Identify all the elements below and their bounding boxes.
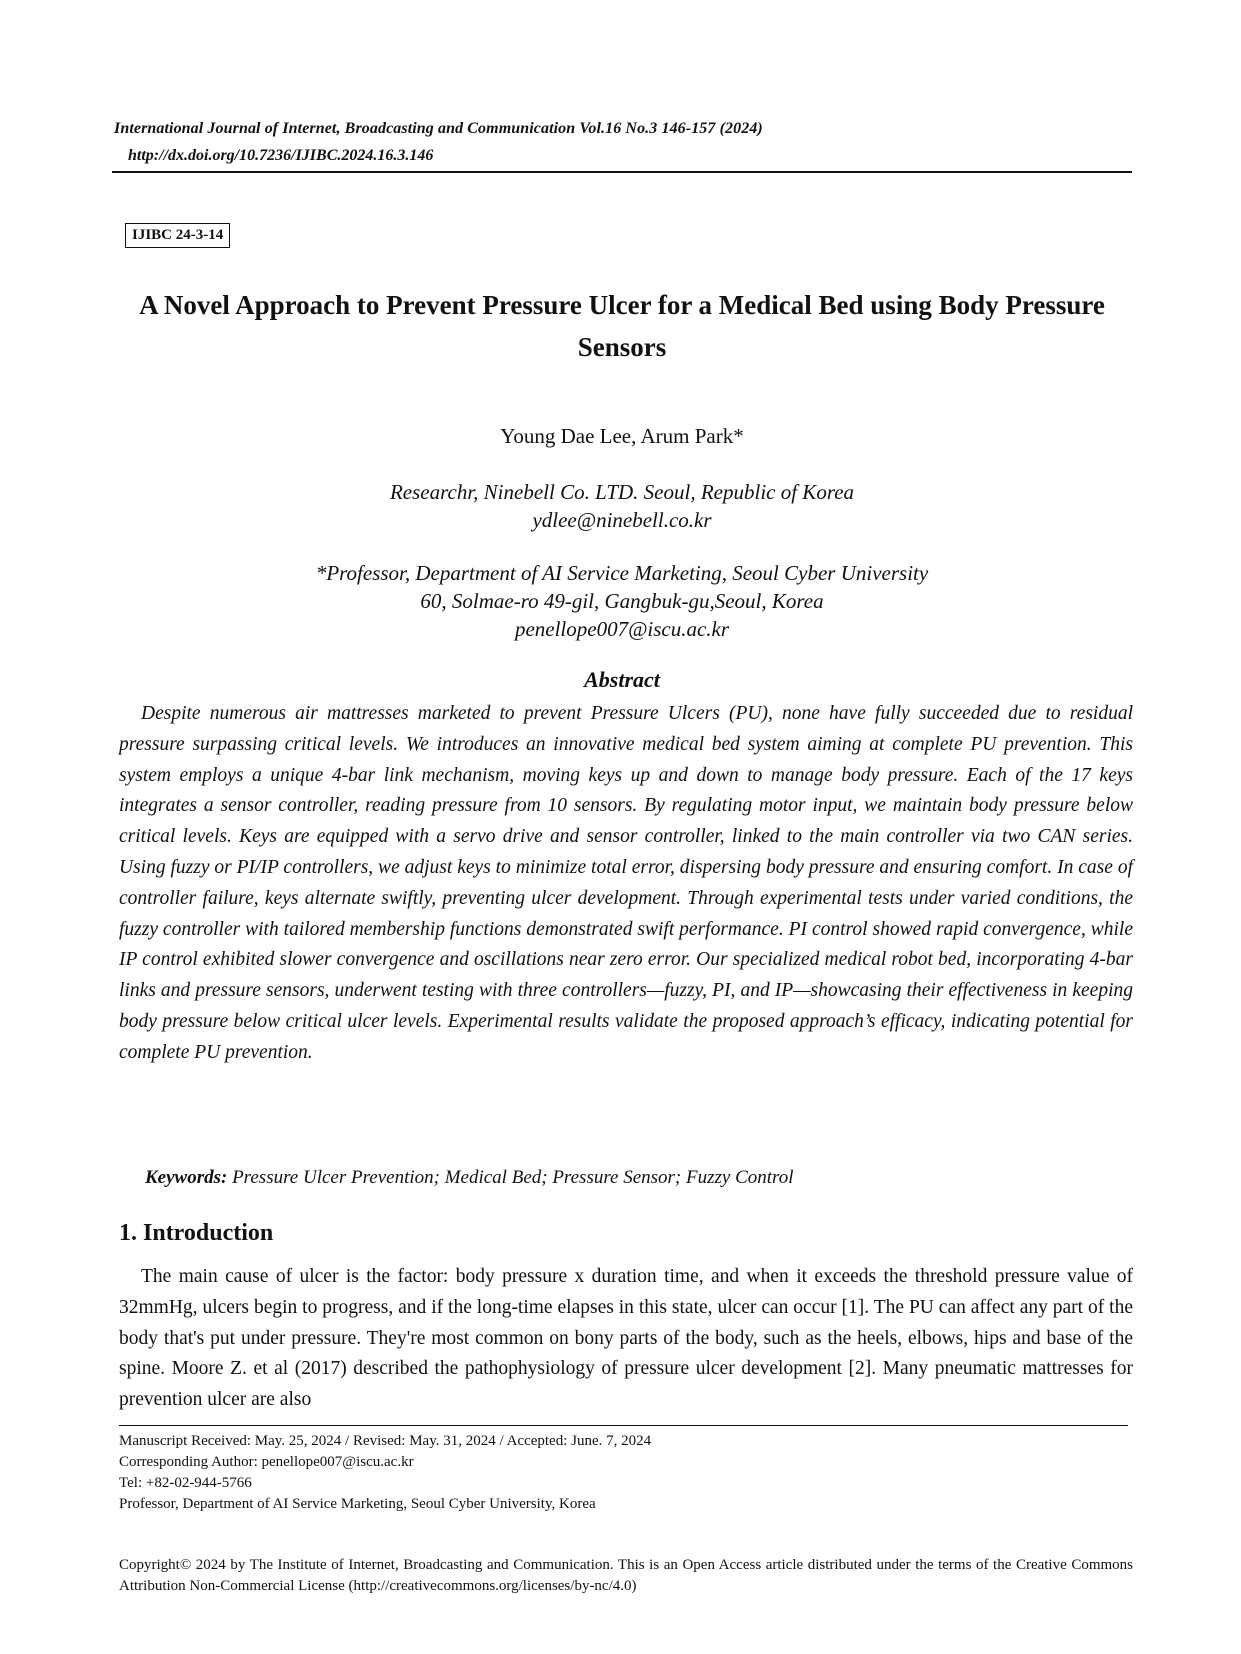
affiliation-2-email[interactable]: penellope007@iscu.ac.kr <box>514 617 730 641</box>
abstract-heading: Abstract <box>584 667 660 692</box>
affiliation-2-org: *Professor, Department of AI Service Marketing, Seoul Cyber University <box>315 561 929 585</box>
author-list: Young Dae Lee, Arum Park* <box>500 424 744 448</box>
footnote-manuscript-dates: Manuscript Received: May. 25, 2024 / Revised: May. 31, 2024 / Accepted: June. 7, 2024 <box>119 1433 652 1449</box>
paper-id-badge: IJIBC 24-3-14 <box>125 223 230 248</box>
abstract-text: Despite numerous air mattresses marketed to prevent Pressure Ulcers (PU), none have fully succeeded due to residual pressure surpassing critical levels. We introduces an innovative medical bed system aiming at complete PU prevention. This system employs a unique 4-bar link mechanism, moving keys up and down to manage body pressure. Each of the 17 keys integrates a sensor controller, reading pressure from 10 sensors. By regulating motor input, we maintain body pressure below critical levels. Keys are equipped with a servo drive and sensor controller, linked to the main controller via two CAN series. Using fuzzy or PI/IP controllers, we adjust keys to minimize total error, dispersing body pressure and ensuring comfort. In case of controller failure, keys alternate swiftly, preventing ulcer development. Through experimental tests under varied conditions, the fuzzy controller with tailored membership functions demonstrated swift performance. PI control showed rapid convergence, while IP control exhibited slower convergence and oscillations near zero error. Our specialized medical robot bed, incorporating 4-bar links and pressure sensors, underwent testing with three controllers—fuzzy, PI, and IP—showcasing their effectiveness in keeping body pressure below critical ulcer levels. Experimental results validate the proposed approach’s efficacy, indicating potential for complete PU prevention. <box>119 703 1133 1063</box>
footnote-telephone: Tel: +82-02-944-5766 <box>119 1475 252 1491</box>
keywords-label: Keywords: <box>145 1167 228 1188</box>
doi-link[interactable]: http://dx.doi.org/10.7236/IJIBC.2024.16.3.146 <box>128 147 434 164</box>
affiliation-1-email[interactable]: ydlee@ninebell.co.kr <box>532 508 712 532</box>
header-divider <box>112 171 1132 173</box>
journal-citation: International Journal of Internet, Broadcasting and Communication Vol.16 No.3 146-157 (2024) <box>114 120 763 137</box>
copyright-notice: Copyright© 2024 by The Institute of Internet, Broadcasting and Communication. This is an Open Access article distributed under the terms of the Creative Commons Attribution Non-Commercial License (http://creativecommons.org/licenses/by-nc/4.0) <box>119 1557 1133 1594</box>
section-heading-introduction: 1. Introduction <box>119 1220 274 1246</box>
introduction-text: The main cause of ulcer is the factor: body pressure x duration time, and when it exceeds the threshold pressure value of 32mmHg, ulcers begin to progress, and if the long-time elapses in this state, ulcer can occur [1]. The PU can affect any part of the body that's put under pressure. They're most common on bony parts of the body, such as the heels, elbows, hips and base of the spine. Moore Z. et al (2017) described the pathophysiology of pressure ulcer development [2]. Many pneumatic mattresses for prevention ulcer are also <box>119 1266 1133 1411</box>
footnotes <box>119 1431 651 1515</box>
affiliation-1-org: Researchr, Ninebell Co. LTD. Seoul, Republic of Korea <box>389 480 855 504</box>
affiliation-1 <box>112 478 1132 534</box>
paper-title: A Novel Approach to Prevent Pressure Ulcer for a Medical Bed using Body Pressure Sensors <box>139 290 1105 362</box>
footnote-divider <box>119 1425 1128 1426</box>
affiliation-2-address: 60, Solmae-ro 49-gil, Gangbuk-gu,Seoul, Korea <box>420 589 824 613</box>
keywords-text: Pressure Ulcer Prevention; Medical Bed; Pressure Sensor; Fuzzy Control <box>227 1167 794 1188</box>
footnote-corresponding-author: Corresponding Author: penellope007@iscu.ac.kr <box>119 1454 414 1470</box>
affiliation-2 <box>112 559 1132 643</box>
footnote-affiliation: Professor, Department of AI Service Marketing, Seoul Cyber University, Korea <box>119 1496 596 1512</box>
keywords <box>145 1167 794 1189</box>
